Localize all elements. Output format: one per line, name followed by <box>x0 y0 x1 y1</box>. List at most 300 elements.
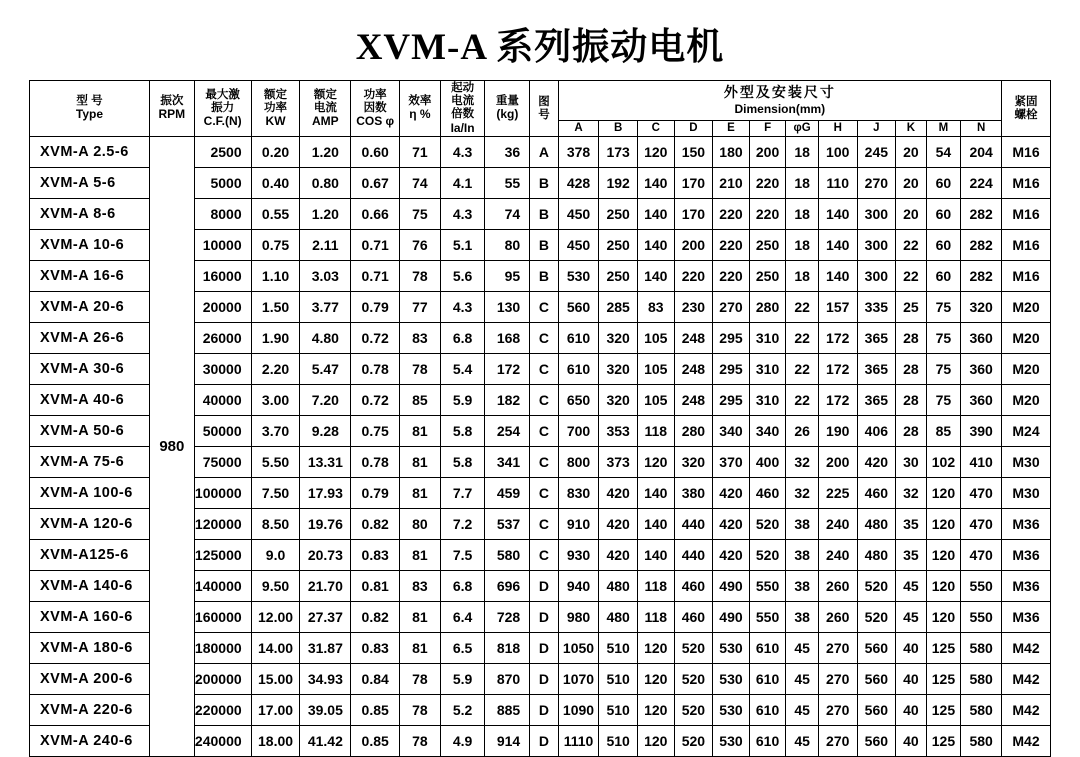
cell-dim-j: 365 <box>857 385 896 416</box>
cell-bolt: M16 <box>1002 230 1051 261</box>
cell-type: XVM-A 8-6 <box>30 199 150 230</box>
cell-dim-h: 225 <box>818 478 857 509</box>
cell-type: XVM-A 20-6 <box>30 292 150 323</box>
cell-dim-a: 980 <box>558 602 599 633</box>
cell-dim-e: 490 <box>713 571 750 602</box>
cell-dim-k: 35 <box>896 540 927 571</box>
table-row <box>30 137 1051 168</box>
cell-eff: 78 <box>400 664 441 695</box>
header-dim-m: M <box>926 120 961 137</box>
cell-dim-g: 26 <box>786 416 819 447</box>
cell-kw: 17.00 <box>251 695 300 726</box>
cell-dim-a: 930 <box>558 540 599 571</box>
cell-eff: 80 <box>400 509 441 540</box>
cell-dim-a: 800 <box>558 447 599 478</box>
cell-dim-b: 510 <box>599 664 638 695</box>
cell-amp: 41.42 <box>300 726 351 757</box>
cell-cos: 0.60 <box>351 137 400 168</box>
cell-eff: 78 <box>400 695 441 726</box>
cell-dim-d: 248 <box>674 385 713 416</box>
header-type: 型 号 Type <box>30 81 150 137</box>
cell-dim-f: 280 <box>749 292 786 323</box>
cell-weight: 182 <box>485 385 530 416</box>
cell-dim-a: 560 <box>558 292 599 323</box>
cell-dim-k: 25 <box>896 292 927 323</box>
cell-type: XVM-A 40-6 <box>30 385 150 416</box>
cell-dim-h: 172 <box>818 323 857 354</box>
cell-dim-f: 400 <box>749 447 786 478</box>
cell-dim-f: 310 <box>749 323 786 354</box>
cell-weight: 168 <box>485 323 530 354</box>
cell-dim-c: 140 <box>637 199 674 230</box>
cell-type: XVM-A125-6 <box>30 540 150 571</box>
cell-type: XVM-A 120-6 <box>30 509 150 540</box>
cell-cos: 0.78 <box>351 354 400 385</box>
cell-cos: 0.72 <box>351 323 400 354</box>
cell-dim-c: 118 <box>637 416 674 447</box>
cell-ratio: 6.4 <box>440 602 485 633</box>
cell-dim-b: 250 <box>599 230 638 261</box>
cell-dim-a: 650 <box>558 385 599 416</box>
cell-bolt: M36 <box>1002 571 1051 602</box>
cell-dim-g: 22 <box>786 323 819 354</box>
cell-dim-j: 365 <box>857 323 896 354</box>
cell-dim-g: 18 <box>786 137 819 168</box>
cell-figure: C <box>530 478 558 509</box>
cell-ratio: 5.1 <box>440 230 485 261</box>
cell-bolt: M42 <box>1002 664 1051 695</box>
cell-dim-a: 1070 <box>558 664 599 695</box>
cell-dim-e: 220 <box>713 230 750 261</box>
cell-dim-g: 38 <box>786 540 819 571</box>
cell-eff: 76 <box>400 230 441 261</box>
cell-bolt: M42 <box>1002 633 1051 664</box>
cell-amp: 3.03 <box>300 261 351 292</box>
table-body <box>30 137 1051 757</box>
cell-cos: 0.71 <box>351 230 400 261</box>
cell-dim-j: 560 <box>857 726 896 757</box>
cell-amp: 5.47 <box>300 354 351 385</box>
cell-dim-a: 378 <box>558 137 599 168</box>
cell-dim-m: 120 <box>926 540 961 571</box>
cell-dim-j: 300 <box>857 261 896 292</box>
cell-dim-n: 550 <box>961 602 1002 633</box>
cell-cos: 0.83 <box>351 633 400 664</box>
cell-dim-b: 373 <box>599 447 638 478</box>
cell-dim-m: 60 <box>926 199 961 230</box>
cell-cos: 0.75 <box>351 416 400 447</box>
cell-dim-e: 180 <box>713 137 750 168</box>
cell-dim-k: 20 <box>896 137 927 168</box>
cell-bolt: M36 <box>1002 540 1051 571</box>
cell-cos: 0.82 <box>351 509 400 540</box>
cell-dim-n: 470 <box>961 478 1002 509</box>
cell-eff: 85 <box>400 385 441 416</box>
cell-dim-d: 150 <box>674 137 713 168</box>
cell-amp: 1.20 <box>300 199 351 230</box>
cell-dim-n: 580 <box>961 695 1002 726</box>
cell-bolt: M30 <box>1002 478 1051 509</box>
cell-dim-j: 480 <box>857 540 896 571</box>
cell-dim-e: 420 <box>713 478 750 509</box>
cell-dim-h: 200 <box>818 447 857 478</box>
cell-bolt: M24 <box>1002 416 1051 447</box>
cell-eff: 81 <box>400 633 441 664</box>
cell-dim-h: 270 <box>818 695 857 726</box>
cell-dim-k: 28 <box>896 416 927 447</box>
cell-dim-d: 520 <box>674 695 713 726</box>
cell-dim-b: 420 <box>599 478 638 509</box>
cell-dim-b: 480 <box>599 602 638 633</box>
cell-dim-b: 320 <box>599 354 638 385</box>
cell-dim-c: 140 <box>637 168 674 199</box>
cell-dim-h: 260 <box>818 571 857 602</box>
cell-dim-j: 245 <box>857 137 896 168</box>
cell-amp: 19.76 <box>300 509 351 540</box>
cell-dim-j: 480 <box>857 509 896 540</box>
cell-dim-g: 18 <box>786 261 819 292</box>
header-figure: 图 号 <box>530 81 558 137</box>
cell-cf: 8000 <box>194 199 251 230</box>
cell-eff: 81 <box>400 447 441 478</box>
cell-bolt: M16 <box>1002 168 1051 199</box>
cell-dim-a: 530 <box>558 261 599 292</box>
cell-bolt: M16 <box>1002 137 1051 168</box>
cell-dim-e: 530 <box>713 695 750 726</box>
cell-dim-g: 38 <box>786 602 819 633</box>
cell-figure: A <box>530 137 558 168</box>
cell-weight: 818 <box>485 633 530 664</box>
cell-figure: C <box>530 447 558 478</box>
cell-dim-m: 60 <box>926 168 961 199</box>
header-efficiency: 效率 η % <box>400 81 441 137</box>
cell-dim-g: 18 <box>786 168 819 199</box>
header-centrifugal-force: 最大激 振力 C.F.(N) <box>194 81 251 137</box>
cell-dim-k: 22 <box>896 261 927 292</box>
cell-weight: 254 <box>485 416 530 447</box>
cell-eff: 71 <box>400 137 441 168</box>
header-dim-d: D <box>674 120 713 137</box>
cell-ratio: 5.2 <box>440 695 485 726</box>
cell-dim-d: 248 <box>674 354 713 385</box>
cell-type: XVM-A 5-6 <box>30 168 150 199</box>
cell-dim-b: 320 <box>599 385 638 416</box>
cell-dim-h: 110 <box>818 168 857 199</box>
header-starting-current-ratio: 起动 电流 倍数 Ia/In <box>440 81 485 137</box>
cell-dim-k: 28 <box>896 385 927 416</box>
cell-amp: 13.31 <box>300 447 351 478</box>
cell-dim-c: 140 <box>637 540 674 571</box>
cell-dim-m: 120 <box>926 478 961 509</box>
cell-dim-f: 220 <box>749 199 786 230</box>
cell-cos: 0.79 <box>351 292 400 323</box>
header-power-factor: 功率 因数 COS φ <box>351 81 400 137</box>
cell-dim-g: 45 <box>786 633 819 664</box>
cell-eff: 75 <box>400 199 441 230</box>
cell-bolt: M20 <box>1002 354 1051 385</box>
cell-weight: 580 <box>485 540 530 571</box>
cell-dim-a: 610 <box>558 323 599 354</box>
cell-dim-n: 282 <box>961 261 1002 292</box>
cell-dim-m: 125 <box>926 726 961 757</box>
cell-cf: 125000 <box>194 540 251 571</box>
cell-dim-f: 340 <box>749 416 786 447</box>
cell-weight: 459 <box>485 478 530 509</box>
cell-dim-d: 460 <box>674 602 713 633</box>
cell-dim-m: 120 <box>926 571 961 602</box>
cell-dim-h: 270 <box>818 726 857 757</box>
header-power-kw: 额定 功率 KW <box>251 81 300 137</box>
cell-amp: 39.05 <box>300 695 351 726</box>
cell-dim-c: 105 <box>637 385 674 416</box>
cell-cos: 0.85 <box>351 695 400 726</box>
cell-dim-m: 102 <box>926 447 961 478</box>
cell-kw: 0.40 <box>251 168 300 199</box>
cell-weight: 95 <box>485 261 530 292</box>
header-dimension-group: 外型及安装尺寸 Dimension(mm) <box>558 81 1001 121</box>
cell-type: XVM-A 160-6 <box>30 602 150 633</box>
cell-weight: 870 <box>485 664 530 695</box>
cell-cf: 180000 <box>194 633 251 664</box>
cell-dim-m: 85 <box>926 416 961 447</box>
cell-dim-a: 1050 <box>558 633 599 664</box>
cell-dim-c: 83 <box>637 292 674 323</box>
cell-ratio: 4.3 <box>440 292 485 323</box>
cell-dim-e: 420 <box>713 540 750 571</box>
header-dim-g: φG <box>786 120 819 137</box>
cell-bolt: M42 <box>1002 726 1051 757</box>
cell-kw: 1.50 <box>251 292 300 323</box>
cell-dim-f: 520 <box>749 509 786 540</box>
cell-kw: 12.00 <box>251 602 300 633</box>
cell-kw: 0.55 <box>251 199 300 230</box>
cell-type: XVM-A 180-6 <box>30 633 150 664</box>
cell-type: XVM-A 220-6 <box>30 695 150 726</box>
cell-figure: B <box>530 261 558 292</box>
cell-dim-e: 370 <box>713 447 750 478</box>
cell-dim-j: 406 <box>857 416 896 447</box>
cell-dim-d: 200 <box>674 230 713 261</box>
cell-rpm: 980 <box>149 137 194 757</box>
cell-type: XVM-A 10-6 <box>30 230 150 261</box>
cell-dim-n: 282 <box>961 199 1002 230</box>
cell-kw: 3.70 <box>251 416 300 447</box>
cell-eff: 77 <box>400 292 441 323</box>
cell-dim-k: 30 <box>896 447 927 478</box>
cell-dim-k: 20 <box>896 168 927 199</box>
cell-figure: C <box>530 385 558 416</box>
cell-type: XVM-A 30-6 <box>30 354 150 385</box>
cell-dim-j: 560 <box>857 633 896 664</box>
cell-dim-f: 460 <box>749 478 786 509</box>
cell-dim-h: 157 <box>818 292 857 323</box>
cell-dim-d: 320 <box>674 447 713 478</box>
cell-cf: 160000 <box>194 602 251 633</box>
cell-ratio: 4.1 <box>440 168 485 199</box>
cell-figure: C <box>530 323 558 354</box>
cell-amp: 31.87 <box>300 633 351 664</box>
cell-dim-n: 470 <box>961 540 1002 571</box>
cell-dim-f: 220 <box>749 168 786 199</box>
cell-cf: 100000 <box>194 478 251 509</box>
cell-cos: 0.82 <box>351 602 400 633</box>
cell-kw: 7.50 <box>251 478 300 509</box>
cell-dim-j: 335 <box>857 292 896 323</box>
cell-figure: B <box>530 168 558 199</box>
cell-weight: 172 <box>485 354 530 385</box>
cell-dim-j: 520 <box>857 571 896 602</box>
cell-dim-a: 910 <box>558 509 599 540</box>
cell-dim-g: 32 <box>786 447 819 478</box>
cell-dim-b: 192 <box>599 168 638 199</box>
cell-figure: D <box>530 633 558 664</box>
cell-ratio: 5.9 <box>440 385 485 416</box>
cell-dim-n: 224 <box>961 168 1002 199</box>
cell-dim-j: 560 <box>857 695 896 726</box>
cell-dim-e: 270 <box>713 292 750 323</box>
cell-dim-d: 520 <box>674 726 713 757</box>
cell-bolt: M36 <box>1002 602 1051 633</box>
cell-dim-n: 580 <box>961 664 1002 695</box>
cell-dim-n: 580 <box>961 726 1002 757</box>
cell-dim-g: 32 <box>786 478 819 509</box>
cell-dim-a: 940 <box>558 571 599 602</box>
cell-figure: C <box>530 540 558 571</box>
cell-dim-j: 560 <box>857 664 896 695</box>
cell-dim-c: 120 <box>637 664 674 695</box>
cell-dim-d: 280 <box>674 416 713 447</box>
cell-dim-h: 270 <box>818 633 857 664</box>
cell-dim-h: 140 <box>818 261 857 292</box>
cell-dim-j: 300 <box>857 199 896 230</box>
cell-bolt: M36 <box>1002 509 1051 540</box>
cell-weight: 341 <box>485 447 530 478</box>
cell-dim-h: 140 <box>818 199 857 230</box>
cell-dim-m: 75 <box>926 354 961 385</box>
cell-type: XVM-A 16-6 <box>30 261 150 292</box>
cell-dim-h: 100 <box>818 137 857 168</box>
cell-dim-k: 40 <box>896 695 927 726</box>
cell-cf: 26000 <box>194 323 251 354</box>
cell-dim-d: 440 <box>674 509 713 540</box>
cell-dim-d: 170 <box>674 199 713 230</box>
header-dim-a: A <box>558 120 599 137</box>
cell-dim-a: 1110 <box>558 726 599 757</box>
header-current-amp: 额定 电流 AMP <box>300 81 351 137</box>
cell-ratio: 7.2 <box>440 509 485 540</box>
cell-dim-m: 75 <box>926 323 961 354</box>
cell-dim-g: 45 <box>786 726 819 757</box>
cell-cf: 220000 <box>194 695 251 726</box>
cell-kw: 15.00 <box>251 664 300 695</box>
cell-dim-g: 38 <box>786 509 819 540</box>
cell-kw: 9.0 <box>251 540 300 571</box>
cell-ratio: 5.8 <box>440 447 485 478</box>
cell-dim-a: 428 <box>558 168 599 199</box>
cell-type: XVM-A 50-6 <box>30 416 150 447</box>
cell-figure: C <box>530 509 558 540</box>
header-dim-c: C <box>637 120 674 137</box>
cell-amp: 27.37 <box>300 602 351 633</box>
cell-dim-n: 550 <box>961 571 1002 602</box>
cell-cf: 140000 <box>194 571 251 602</box>
cell-eff: 81 <box>400 602 441 633</box>
cell-cf: 10000 <box>194 230 251 261</box>
cell-dim-b: 353 <box>599 416 638 447</box>
cell-dim-g: 45 <box>786 695 819 726</box>
header-dim-j: J <box>857 120 896 137</box>
cell-cos: 0.83 <box>351 540 400 571</box>
header-row-1 <box>30 81 1051 121</box>
cell-dim-b: 285 <box>599 292 638 323</box>
header-dim-k: K <box>896 120 927 137</box>
cell-dim-b: 420 <box>599 509 638 540</box>
cell-dim-k: 28 <box>896 323 927 354</box>
cell-cf: 30000 <box>194 354 251 385</box>
cell-dim-b: 510 <box>599 633 638 664</box>
cell-weight: 914 <box>485 726 530 757</box>
cell-dim-a: 700 <box>558 416 599 447</box>
cell-dim-f: 610 <box>749 695 786 726</box>
cell-cos: 0.66 <box>351 199 400 230</box>
cell-kw: 0.75 <box>251 230 300 261</box>
cell-weight: 36 <box>485 137 530 168</box>
cell-dim-b: 480 <box>599 571 638 602</box>
cell-dim-j: 270 <box>857 168 896 199</box>
cell-ratio: 6.5 <box>440 633 485 664</box>
page-title: XVM-A 系列振动电机 <box>355 27 725 68</box>
cell-eff: 83 <box>400 323 441 354</box>
cell-kw: 2.20 <box>251 354 300 385</box>
cell-dim-n: 470 <box>961 509 1002 540</box>
header-dim-e: E <box>713 120 750 137</box>
cell-bolt: M20 <box>1002 292 1051 323</box>
cell-dim-d: 220 <box>674 261 713 292</box>
cell-dim-e: 220 <box>713 199 750 230</box>
cell-dim-h: 240 <box>818 540 857 571</box>
cell-dim-c: 118 <box>637 571 674 602</box>
cell-dim-c: 140 <box>637 261 674 292</box>
cell-kw: 14.00 <box>251 633 300 664</box>
cell-cf: 75000 <box>194 447 251 478</box>
cell-dim-f: 610 <box>749 633 786 664</box>
cell-dim-j: 420 <box>857 447 896 478</box>
cell-cf: 40000 <box>194 385 251 416</box>
cell-dim-k: 20 <box>896 199 927 230</box>
cell-dim-b: 420 <box>599 540 638 571</box>
cell-bolt: M16 <box>1002 199 1051 230</box>
cell-dim-e: 530 <box>713 664 750 695</box>
cell-kw: 18.00 <box>251 726 300 757</box>
cell-cos: 0.79 <box>351 478 400 509</box>
cell-dim-n: 204 <box>961 137 1002 168</box>
cell-cf: 5000 <box>194 168 251 199</box>
cell-dim-m: 60 <box>926 261 961 292</box>
motor-spec-table <box>29 80 1051 757</box>
cell-amp: 2.11 <box>300 230 351 261</box>
cell-ratio: 4.3 <box>440 137 485 168</box>
cell-amp: 17.93 <box>300 478 351 509</box>
cell-eff: 81 <box>400 540 441 571</box>
cell-dim-c: 120 <box>637 726 674 757</box>
cell-figure: B <box>530 230 558 261</box>
cell-dim-h: 172 <box>818 354 857 385</box>
cell-dim-a: 1090 <box>558 695 599 726</box>
cell-amp: 3.77 <box>300 292 351 323</box>
cell-dim-b: 250 <box>599 199 638 230</box>
cell-dim-j: 460 <box>857 478 896 509</box>
cell-cf: 120000 <box>194 509 251 540</box>
